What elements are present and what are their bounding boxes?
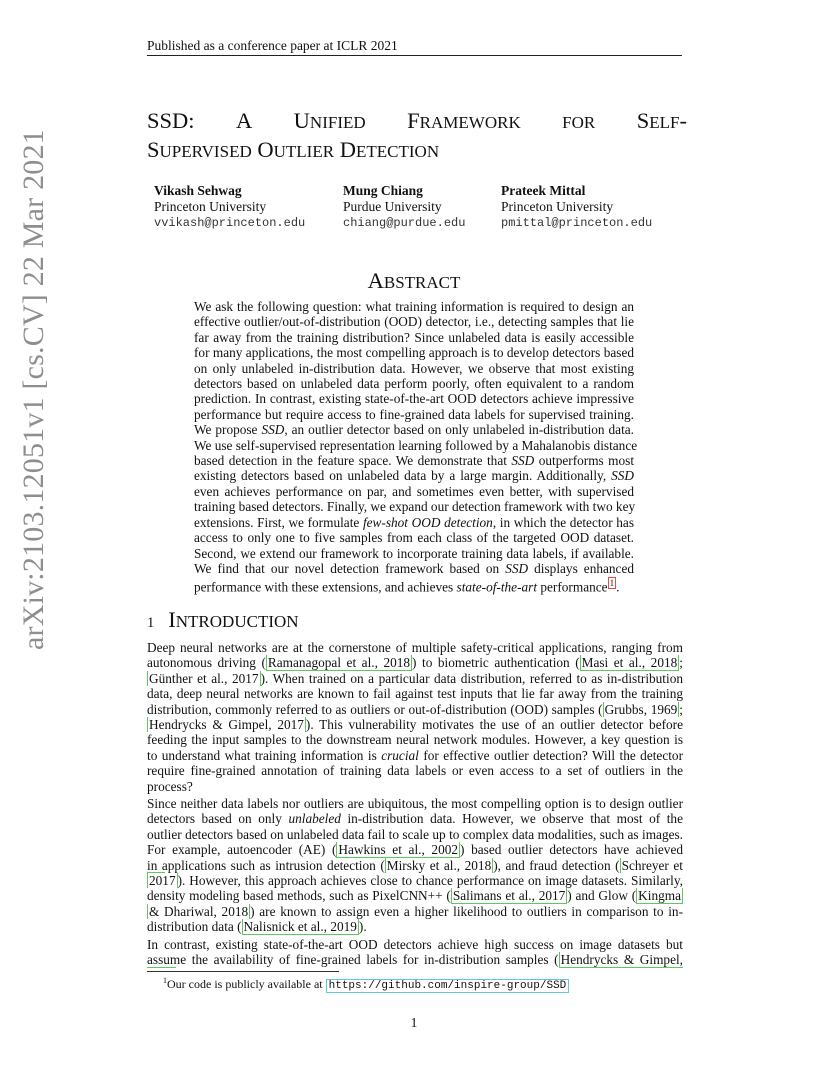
title-word: FRAMEWORK: [407, 108, 521, 133]
abstract-line: effective outlier/out-of-distribution (OOD) detector, i.e., detecting samples that lie: [194, 314, 634, 330]
paragraph-line: outlier detectors based on unlabeled data fail to scale up to complex data modalities, such as images.: [147, 826, 683, 842]
abstract-line: even achieves performance on par, and sometimes even better, with supervised: [194, 483, 634, 499]
intro-paragraph-2: [147, 796, 683, 935]
code-link[interactable]: https://github.com/inspire-group/SSD: [326, 979, 570, 993]
footnote: [163, 976, 569, 992]
footnote-rule: [147, 971, 339, 972]
paper-title: [147, 107, 687, 165]
abstract-line: on only unlabeled in-distribution data. However, we observe that most existing: [194, 360, 634, 376]
paragraph-line: in applications such as intrusion detection ( Mirsky et al., 2018 ), and fraud detection ( Schreyer et: [147, 858, 683, 873]
abstract-line: performance with these extensions, and achieves state-of-the-art performance $^1$ .: [194, 578, 620, 595]
paragraph-line: Hendrycks & Gimpel, 2017 ). This vulnerability motivates the use of an outlier detector before: [149, 716, 683, 732]
paragraph-line: In contrast, existing state-of-the-art OOD detectors achieve high success on image datasets but: [147, 937, 683, 952]
section-number: 1: [147, 615, 155, 631]
section-heading: [147, 607, 299, 633]
author-3: [501, 183, 652, 231]
abstract-line: for many applications, the most compelling approach is to develop detectors based: [194, 345, 634, 361]
abstract-line: existing detectors based on unlabeled data by a large margin. Additionally, SSD: [194, 468, 634, 484]
header-rule: [147, 55, 682, 56]
author-affiliation: Princeton University: [501, 199, 614, 214]
paragraph-line: distribution, commonly referred to as outliers or out-of-distribution (OOD) samples ( Grubbs, 1969 ;: [147, 701, 683, 717]
section-title: INTRODUCTION: [168, 607, 299, 632]
paragraph-line: density modeling based methods, such as PixelCNN++ ( Salimans et al., 2017 ) and Glow ( Kingma: [147, 888, 681, 904]
arxiv-stamp: arXiv:2103.12051v1 [cs.CV] 22 Mar 2021: [17, 129, 50, 650]
author-1: [154, 183, 305, 231]
paragraph-line: feeding the input samples to the downstream neural network modules. However, a key question is: [147, 732, 683, 748]
abstract-line: training based detectors. Finally, we expand our detection framework with two key: [194, 499, 636, 515]
author-name: Prateek Mittal: [501, 183, 586, 198]
author-2: [343, 183, 465, 231]
abstract-line: far away from the training distribution? Since unlabeled data is easily accessible: [194, 329, 634, 345]
author-affiliation: Purdue University: [343, 199, 442, 214]
paragraph-line: Since neither data labels nor outliers are ubiquitous, the most compelling option is to design outlier: [147, 796, 683, 811]
title-word: FOR: [562, 113, 596, 132]
title-word: SSD:: [147, 108, 195, 133]
footnote-mark: 1: [163, 976, 167, 985]
abstract-line: extensions. First, we formulate few-shot OOD detection, in which the detector has: [194, 514, 634, 530]
page-header: Published as a conference paper at ICLR 2021: [147, 38, 398, 53]
intro-paragraph-3: [147, 937, 683, 968]
title-word: A: [235, 108, 253, 133]
paragraph-line: process?: [147, 778, 193, 794]
paragraph-line: autonomous driving ( Ramanagopal et al., 2018 ) to biometric authentication ( Masi et al., 2018 ;: [147, 655, 683, 671]
abstract-line: performance but require access to fine-grained data labels for supervised training.: [194, 406, 634, 422]
page-number: 1: [410, 1015, 418, 1030]
paragraph-line: & Dhariwal, 2018 ) are known to assign even a higher likelihood to outliers in comparison to in-: [149, 903, 683, 919]
abstract-line: prediction. In contrast, existing state-of-the-art OOD detectors achieve impressive: [194, 391, 634, 407]
paragraph-line: assume the availability of fine-grained labels for in-distribution samples ( Hendrycks & Gimpel,: [147, 952, 683, 967]
abstract-body: [194, 299, 638, 595]
author-name: Vikash Sehwag: [154, 183, 242, 198]
author-name: Mung Chiang: [343, 183, 423, 198]
title-word: UNIFIED: [293, 108, 366, 133]
abstract-line: access to only one to five samples from each class of the targeted OOD dataset.: [194, 530, 634, 546]
title-line-1: [147, 107, 687, 136]
footnote-text: Our code is publicly available at: [167, 977, 326, 991]
author-email[interactable]: pmittal@princeton.edu: [501, 216, 653, 230]
title-word: SELF-: [636, 108, 687, 133]
abstract-heading: ABSTRACT: [367, 268, 461, 293]
abstract-line: We use self-supervised representation learning followed by a Mahalanobis distance: [194, 437, 638, 453]
paragraph-line: data, deep neural networks are known to fail against test inputs that lie far away from the training: [147, 686, 683, 702]
title-line-2: SUPERVISED OUTLIER DETECTION: [147, 137, 440, 162]
paragraph-line: distribution data ( Nalisnick et al., 2019 ).: [147, 919, 367, 935]
paragraph-line: require fine-grained annotation of training data labels or even access to a set of outliers in the: [147, 763, 683, 779]
paragraph-line: to understand what training information is crucial for effective outlier detection? Will the detector: [147, 747, 683, 763]
paragraph-line: 2017 ). However, this approach achieves close to chance performance on image datasets. Similarly,: [149, 872, 683, 888]
author-affiliation: Princeton University: [154, 199, 267, 214]
author-email[interactable]: chiang@purdue.edu: [343, 216, 466, 230]
paragraph-line: Günther et al., 2017 ). When trained on a particular data distribution, referred to as in-distribution: [149, 670, 683, 686]
author-email[interactable]: vvikash@princeton.edu: [154, 216, 306, 230]
abstract-line: We ask the following question: what training information is required to design an: [194, 299, 634, 314]
paragraph-line: For example, autoencoder (AE) ( Hawkins et al., 2002 ) based outlier detectors have achieved: [147, 842, 683, 858]
paragraph-line: Deep neural networks are at the cornerstone of multiple safety-critical applications, ranging from: [147, 640, 683, 655]
abstract-line: based detection in the feature space. We demonstrate that SSD outperforms most: [194, 453, 635, 469]
abstract-line: We propose SSD, an outlier detector based on only unlabeled in-distribution data.: [194, 422, 635, 438]
abstract-line: detectors based on unlabeled data perform poorly, often equivalent to a random: [194, 376, 634, 392]
paragraph-line: detectors based on only unlabeled in-distribution data. However, we observe that most of the: [147, 811, 683, 827]
abstract-line: Second, we extend our framework to incorporate training data labels, if available.: [194, 545, 634, 561]
intro-paragraph-1: [147, 640, 683, 794]
abstract-line: We find that our novel detection framework based on SSD displays enhanced: [194, 560, 634, 576]
